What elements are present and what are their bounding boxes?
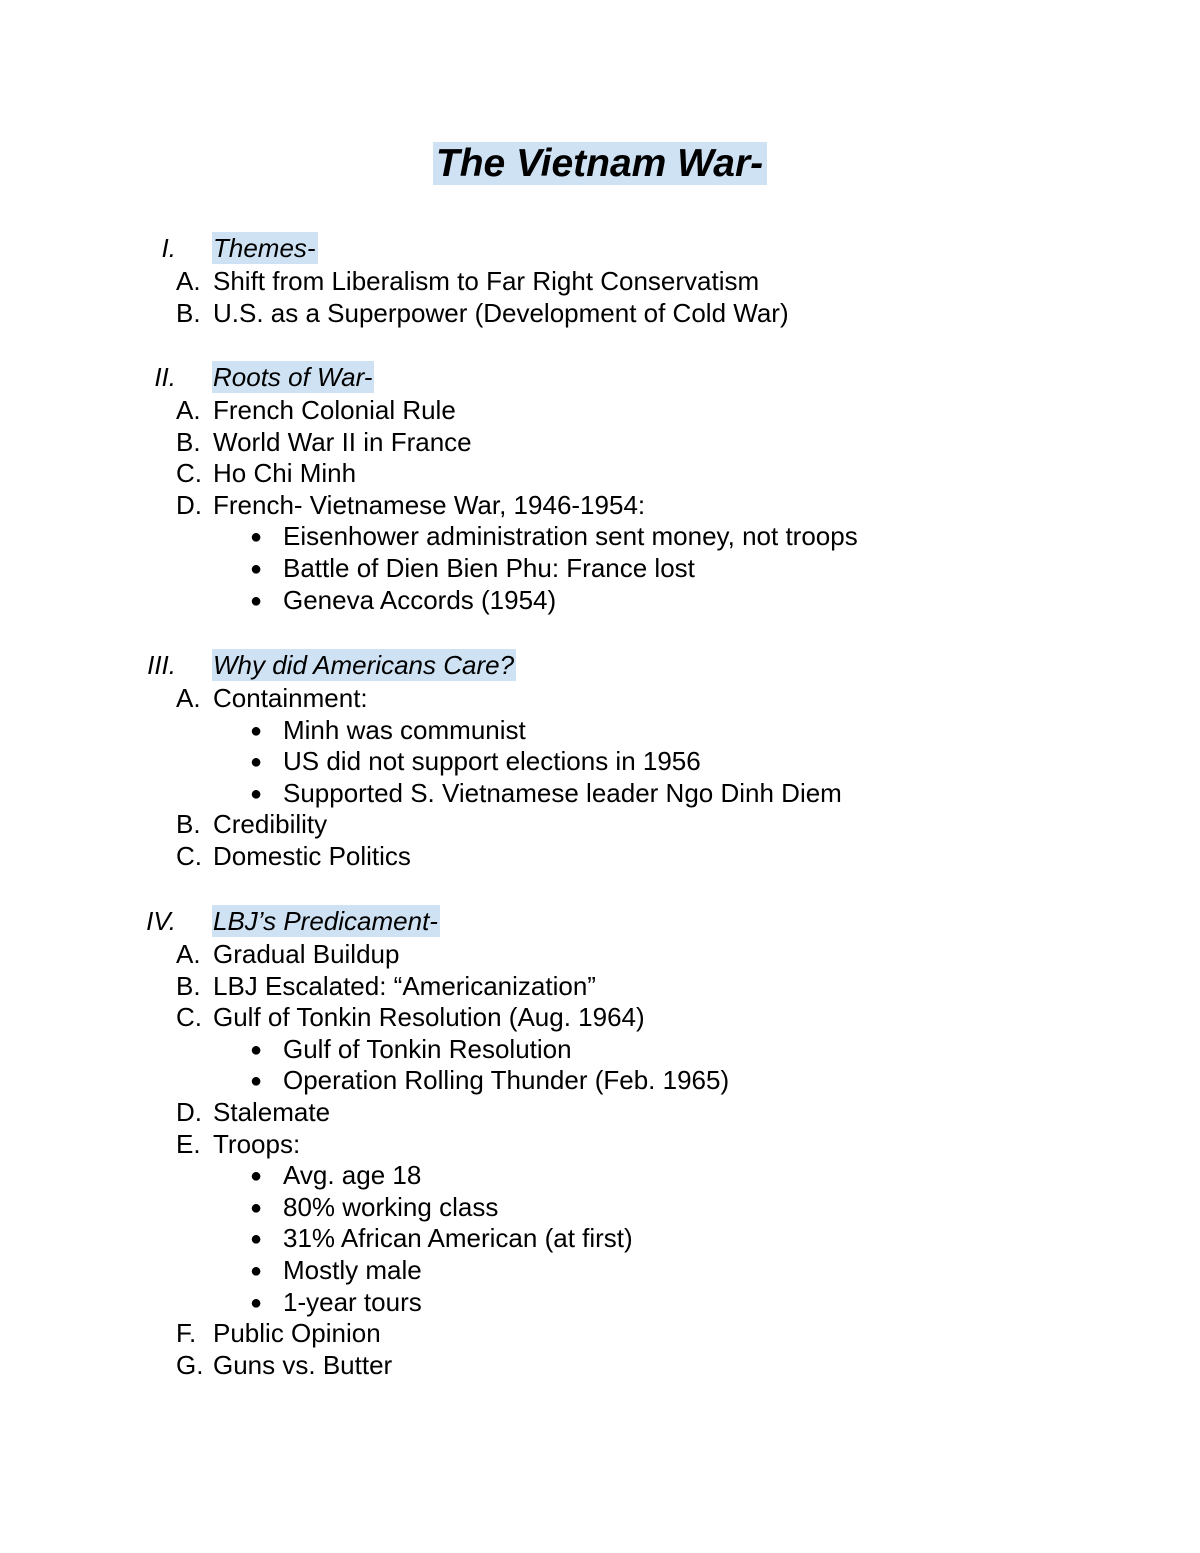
bullet-text: Minh was communist (283, 714, 526, 745)
item-letter: F. (176, 1318, 197, 1349)
item-text: Public Opinion (213, 1318, 381, 1349)
item-text: Shift from Liberalism to Far Right Conservatism (213, 266, 760, 296)
bullet-text: 80% working class (283, 1191, 499, 1222)
item-text: Stalemate (213, 1097, 331, 1127)
item-text: Troops: (213, 1128, 301, 1159)
section-numeral: I. (161, 233, 176, 263)
section-numeral: III. (147, 650, 176, 680)
item-text: Domestic Politics (213, 841, 411, 871)
bullet-dot-icon: ● (250, 751, 263, 774)
item-letter: A. (176, 266, 201, 296)
item-letter: C. (176, 841, 202, 871)
item-letter: B. (176, 297, 201, 328)
section-numeral: II. (154, 362, 176, 392)
section-heading: Roots of War- (213, 362, 373, 392)
bullet-text: Battle of Dien Bien Phu: France lost (283, 553, 695, 583)
bullet-dot-icon: ● (250, 526, 263, 549)
bullet-dot-icon: ● (250, 1228, 263, 1251)
bullet-text: Eisenhower administration sent money, not troops (283, 521, 858, 552)
item-letter: B. (176, 426, 201, 457)
item-letter: B. (176, 809, 201, 840)
section-heading: LBJ’s Predicament- (213, 906, 438, 936)
bullet-dot-icon: ● (250, 1070, 263, 1093)
item-text: Gulf of Tonkin Resolution (Aug. 1964) (213, 1002, 645, 1033)
item-text: Guns vs. Butter (213, 1349, 393, 1380)
bullet-dot-icon: ● (250, 558, 263, 580)
bullet-text: US did not support elections in 1956 (283, 746, 701, 777)
section-heading: Themes- (213, 233, 316, 263)
document-title-text: The Vietnam War- (433, 142, 767, 185)
item-text: World War II in France (213, 426, 472, 457)
item-text: French- Vietnamese War, 1946-1954: (213, 489, 646, 520)
bullet-dot-icon: ● (250, 1260, 263, 1282)
bullet-dot-icon: ● (250, 1291, 263, 1314)
item-text: Containment: (213, 683, 368, 713)
section-numeral: IV. (146, 906, 176, 936)
bullet-text: Gulf of Tonkin Resolution (283, 1033, 572, 1064)
item-text: French Colonial Rule (213, 395, 456, 425)
item-letter: B. (176, 970, 201, 1001)
item-text: LBJ Escalated: “Americanization” (213, 970, 596, 1001)
item-letter: E. (176, 1128, 201, 1159)
item-letter: G. (176, 1349, 204, 1380)
item-letter: A. (176, 395, 201, 425)
item-letter: D. (176, 1097, 202, 1127)
document-title (0, 141, 1200, 187)
bullet-dot-icon: ● (250, 782, 263, 805)
bullet-text: Supported S. Vietnamese leader Ngo Dinh Diem (283, 777, 842, 808)
bullet-text: 1-year tours (283, 1286, 422, 1317)
bullet-dot-icon: ● (250, 719, 263, 742)
bullet-text: Mostly male (283, 1255, 422, 1285)
bullet-text: 31% African American (at first) (283, 1223, 633, 1254)
item-text: U.S. as a Superpower (Development of Cold War) (213, 297, 789, 328)
item-text: Ho Chi Minh (213, 458, 357, 489)
item-letter: C. (176, 1002, 202, 1033)
bullet-dot-icon: ● (250, 1196, 263, 1219)
item-letter: A. (176, 683, 201, 713)
item-letter: C. (176, 458, 202, 489)
bullet-dot-icon: ● (250, 1038, 263, 1061)
item-text: Credibility (213, 809, 328, 840)
section-heading: Why did Americans Care? (213, 650, 515, 680)
bullet-text: Avg. age 18 (283, 1160, 422, 1191)
bullet-dot-icon: ● (250, 1165, 263, 1188)
bullet-text: Operation Rolling Thunder (Feb. 1965) (283, 1065, 730, 1096)
item-text: Gradual Buildup (213, 939, 400, 969)
item-letter: D. (176, 489, 202, 520)
bullet-text: Geneva Accords (1954) (283, 584, 557, 615)
bullet-dot-icon: ● (250, 589, 263, 612)
item-letter: A. (176, 939, 201, 969)
